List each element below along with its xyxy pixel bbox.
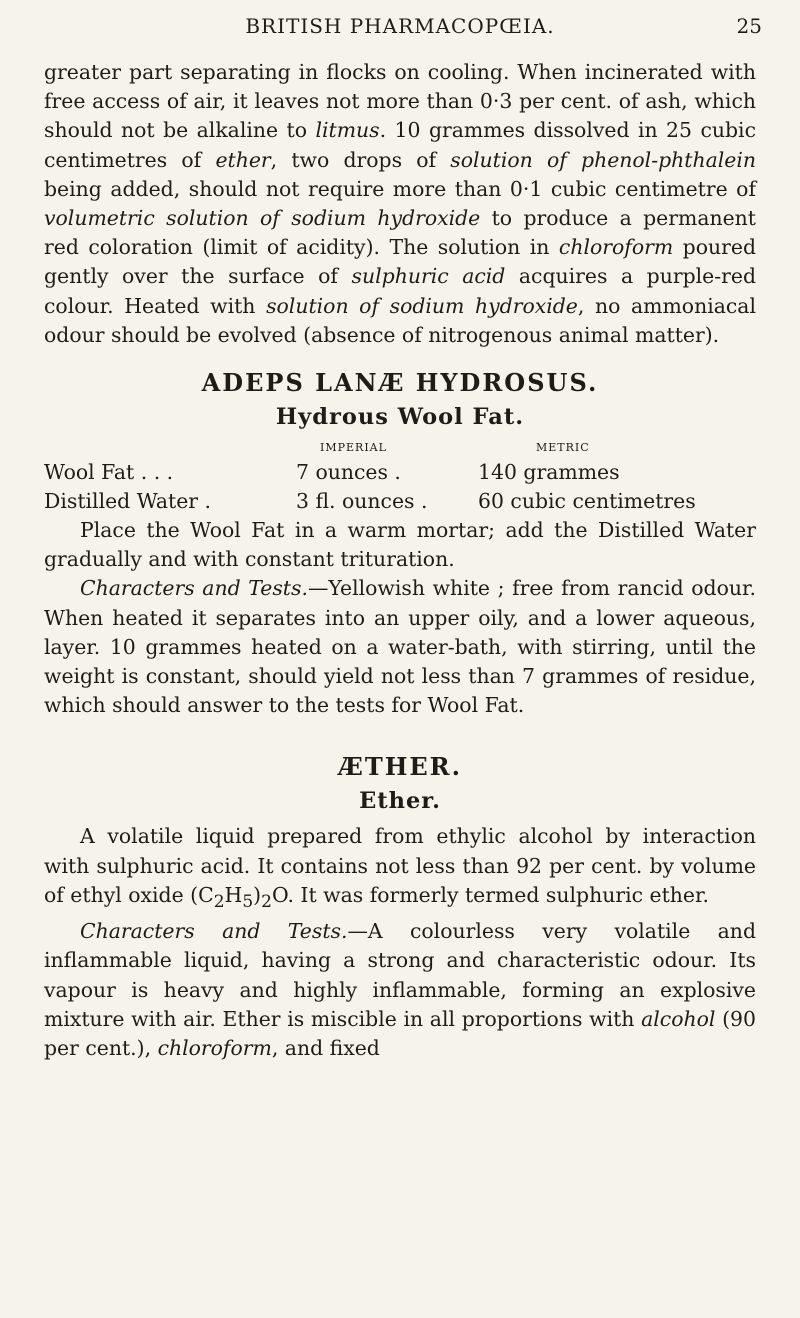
ingredient-name: Distilled Water . (44, 489, 212, 514)
ingredient-name: Wool Fat . . . (44, 460, 174, 485)
section-title-aether: ÆTHER. (338, 752, 462, 782)
intro-paragraph: greater part separating in flocks on cooling. When incinerated with free access of air, it leaves not more than 0·3 per cent. of ash, which should not be alkaline to litmus. 10 grammes dissolved in 25 cubic centimetres of ether, two drops of solution of phenol-phthalein being added, should not require more than 0·1 cubic centimetre of volumetric solution of sodium hydroxide to produce a permanent red coloration (limit of acidity). The solution in chloroform poured gently over the surface of sulphuric acid acquires a purple-red colour. Heated with solution of sodium hydroxide, no ammoniacal odour should be evolved (absence of nitrogenous animal matter). (44, 60, 757, 347)
formula-table (44, 438, 756, 516)
ingredient-metric: 60 cubic centimetres (478, 489, 696, 514)
ingredient-metric: 140 grammes (478, 460, 620, 485)
description-paragraph-aether: A volatile liquid prepared from ethylic alcohol by interaction with sulphuric acid. It contains not less than 92 per cent. by volume of ethyl oxide $(C_2H_5)_2O$. It was formerly termed sulphuric ether. (44, 824, 756, 912)
section-subtitle-adeps: Hydrous Wool Fat. (275, 404, 525, 431)
running-head (0, 10, 800, 42)
section-subtitle-aether: Ether. (359, 788, 441, 815)
column-header-imperial: IMPERIAL (320, 441, 387, 455)
page-number: 25 (736, 14, 762, 38)
ingredient-imperial: 7 ounces . (296, 460, 401, 485)
characters-paragraph-aether: Characters and Tests.—A colourless very volatile and inflammable liquid, having a strong and characteristic odour. Its vapour is heavy and highly inflammable, forming an explosive mixture with air. Ether is miscible in all proportions with alcohol (90 per cent.), chloroform, and fixed (44, 919, 756, 1060)
column-header-metric: METRIC (536, 441, 590, 455)
section-title-adeps: ADEPS LANÆ HYDROSUS. (201, 368, 599, 398)
body-text (44, 58, 756, 1063)
running-head-title: BRITISH PHARMACOPŒIA. (245, 14, 555, 38)
characters-paragraph-adeps: Characters and Tests.—Yellowish white ; free from rancid odour. When heated it separates into an upper oily, and a lower aqueous, layer. 10 grammes heated on a water-bath, with stirring, until the weight is constant, should yield not less than 7 grammes of residue, which should answer to the tests for Wool Fat. (44, 576, 756, 718)
method-paragraph: Place the Wool Fat in a warm mortar; add the Distilled Water gradually and with constant trituration. (44, 518, 756, 572)
ingredient-imperial: 3 fl. ounces . (296, 489, 428, 514)
